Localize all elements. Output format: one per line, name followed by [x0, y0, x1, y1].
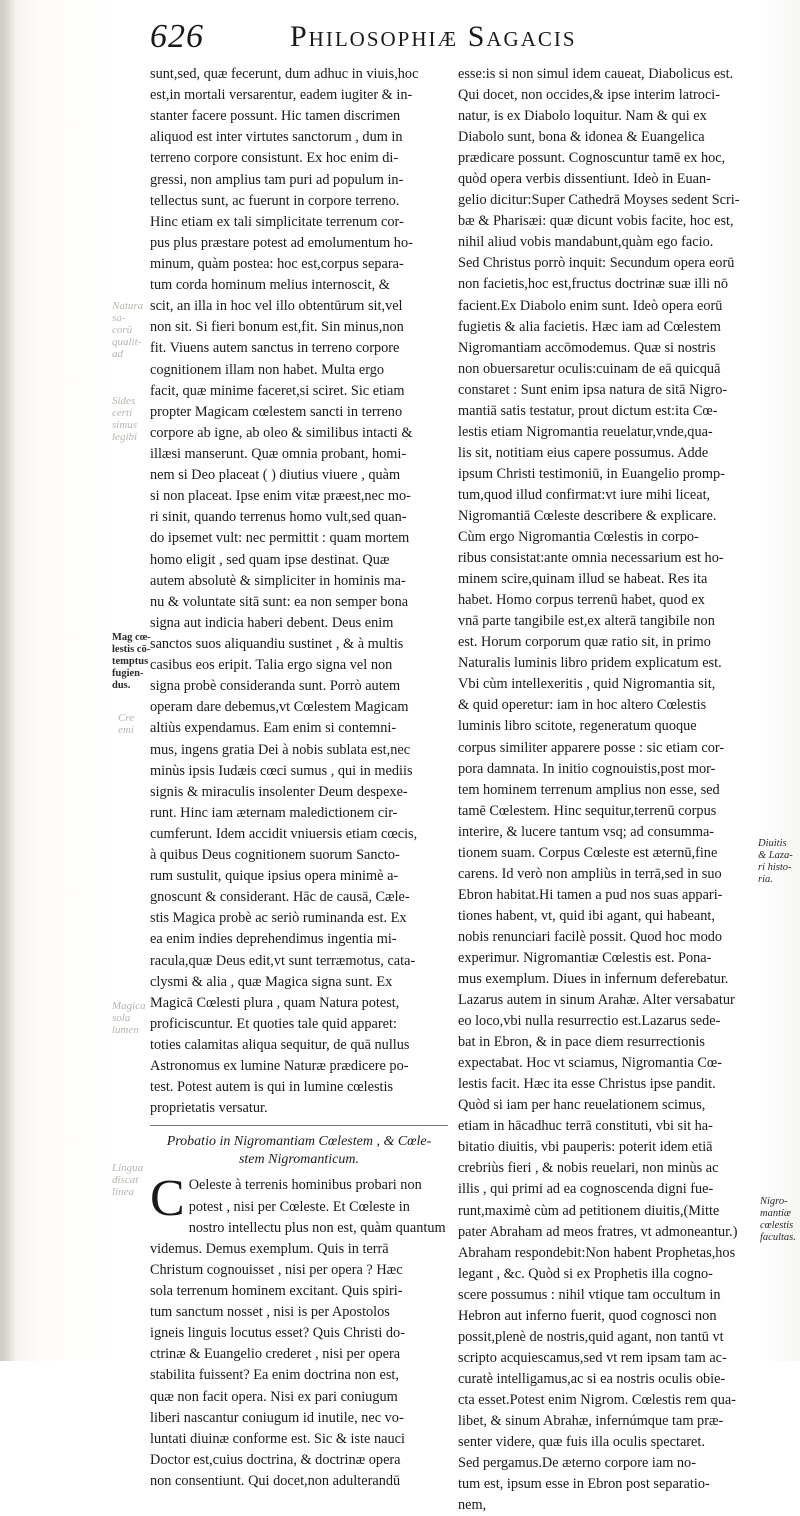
- text-line: gelio dicitur:Super Cathedrā Moyses sedent Scri-: [458, 192, 740, 209]
- text-line: nihil aliud vobis mandabunt,quàm ego facio.: [458, 234, 714, 251]
- left-column: [150, 64, 448, 1492]
- marginal-note-faded: [112, 1162, 152, 1198]
- text-line: constaret : Sunt enim ipsa natura de sitā Nigro-: [458, 381, 728, 398]
- text-line: runt. Hinc iam æternam maledictionem cir-: [150, 804, 398, 821]
- text-line: toties calamitas aliqua sequitur, de quā nullus: [150, 1037, 410, 1054]
- text-line: cognitionem illam non habet. Multa ergo: [150, 361, 384, 378]
- marginal-note-text: Lingua discat linea: [112, 1162, 144, 1198]
- text-line: tum,quod illud confirmat:vt iure mihi liceat,: [458, 486, 711, 503]
- text-line: Cùm ergo Nigromantia Cœlestis in corpo-: [458, 529, 699, 546]
- text-line: Astronomus ex lumine Naturæ prædicere po-: [150, 1058, 409, 1075]
- marginal-note-text: Sides certi simus legibi: [112, 395, 138, 443]
- right-column: [458, 64, 758, 1516]
- marginal-note-text: Cre emi: [118, 712, 135, 736]
- text-line: Sed pergamus.De æterno corpore iam no-: [458, 1455, 696, 1472]
- text-line: minùs ipsis Iudæis cœci sumus , qui in mediis: [150, 762, 413, 779]
- text-line: vnā parte tangibile est,ex alterā tangibile non: [458, 613, 715, 630]
- text-line: Nigromantiā Cœleste describere & explicare.: [458, 507, 717, 524]
- text-line: fugietis & alia facietis. Hæc iam ad Cœlestem: [458, 318, 721, 335]
- text-line: tamē Cœlestem. Hinc sequitur,terrenū corpus: [458, 802, 717, 819]
- text-line: Nigromantiam accōmodemus. Quæ si nostris: [458, 339, 716, 356]
- text-line: prædicare possunt. Cognoscuntur tamē ex hoc,: [458, 150, 726, 167]
- text-line: scere possumus : nihil vtique tam occultum in: [458, 1286, 721, 1303]
- text-line: tum sanctum nosset , nisi is per Apostolos: [150, 1304, 390, 1321]
- text-line: gnoscunt & considerant. Hāc de causā, Cæle-: [150, 889, 410, 906]
- text-line: possit,plenè de nostris,quid agant, non tantū vt: [458, 1328, 724, 1345]
- text-line: bitatio diuitis, vbi pauperis: poterit idem etiā: [458, 1139, 713, 1156]
- text-line: sanctos suos aliquandiu sustinet , & à multis: [150, 635, 404, 652]
- text-line: do ipsemet vult: nec permittit : quam mortem: [150, 530, 410, 547]
- text-line: cumferunt. Idem accidit vniuersis etiam cœcis,: [150, 825, 418, 842]
- text-line: lestis etiam Nigromantia reuelatur,vnde,qua-: [458, 423, 713, 440]
- text-line: casibus eos eripit. Talia ergo signa vel non: [150, 657, 393, 674]
- marginal-note-mag-coelestis: [112, 632, 160, 692]
- text-line: Diabolo sunt, bona & idonea & Euangelica: [458, 129, 705, 146]
- text-line: Quòd si iam per hanc reuelationem scimus,: [458, 1097, 706, 1114]
- text-line: rum sustulit, quique ipsius opera minimè a-: [150, 868, 399, 885]
- text-line: ctrinæ & Euangelio crederet , nisi per opera: [150, 1346, 401, 1363]
- text-line: eo loco,vbi nulla resurrectio est.Lazarus sede-: [458, 1013, 721, 1030]
- text-line: Doctor est,cuius doctrina, & doctrinæ opera: [150, 1451, 401, 1468]
- text-line: Hinc etiam ex tali simplicitate terrenum cor-: [150, 213, 404, 230]
- text-line: mus exemplum. Diues in infernum deferebatur.: [458, 971, 729, 988]
- paragraph: [150, 1170, 448, 1492]
- text-line: altiùs expendamus. Eam enim si contemni-: [150, 720, 397, 737]
- text-line: non obuersaretur oculis:cuinam de eā quicquā: [458, 360, 721, 377]
- text-line: carens. Id verò non ampliùs in terrā,sed in suo: [458, 865, 722, 882]
- section-divider: [150, 1125, 448, 1127]
- text-line: ipsum Christi testimoniū, in Euangelio promp-: [458, 465, 725, 482]
- text-line: tiones habent, vt, quid ibi agant, qui habeant,: [458, 907, 715, 924]
- text-line: liberi nascantur coniugum id inutile, nec vo-: [150, 1409, 404, 1426]
- text-line: expectabat. Hoc vt sciamus, Nigromantia Cœ-: [458, 1055, 723, 1072]
- text-line: homo eligit , sed quam ipse destinat. Quæ: [150, 551, 390, 568]
- text-line: gressi, non amplius tam puri ad populum in-: [150, 171, 404, 188]
- marginal-note-diuitis-lazari: [758, 838, 798, 886]
- text-line: nobis renunciari facilè possit. Quod hoc modo: [458, 928, 723, 945]
- marginal-note-text: Diuitis & Laza- ri histo- ria.: [758, 838, 793, 885]
- text-line: tionem suam. Corpus Cœleste est æternū,fine: [458, 844, 718, 861]
- text-line: ea enim indies deprehendimus ingentia mi-: [150, 931, 397, 948]
- text-line: esse:is si non simul idem caueat, Diabolicus est.: [458, 66, 734, 82]
- marginal-note-text: Natura sa- corū qualit- ad: [112, 300, 144, 360]
- text-line: scripto acquiescamus,sed vt rem ipsam tam ac-: [458, 1349, 727, 1366]
- section-title: stem Nigromanticum.: [238, 1152, 360, 1168]
- text-line: natur, is ex Diabolo loquitur. Nam & qui ex: [458, 108, 707, 125]
- text-line: curatè intelligamus,ac si ea nostris oculis obie-: [458, 1370, 726, 1387]
- marginal-note-text: Mag cœ- lestis cō- temptus fugien- dus.: [112, 632, 151, 691]
- text-line: racula,quæ Deus edit,vt sunt terræmotus, cata-: [150, 952, 416, 969]
- text-line: est,in mortali versarentur, eadem iugiter & in-: [150, 87, 413, 104]
- text-line: autem absolutè & simpliciter in hominis ma-: [150, 572, 406, 589]
- text-line: runt,maximè cùm ad petitionem diuitis,(Mitte: [458, 1202, 720, 1219]
- text-line: non sit. Si fieri bonum est,fit. Sin minus,non: [150, 319, 404, 336]
- text-line: bat in Ebron, & in pace diem resurrectionis: [458, 1034, 705, 1051]
- marginal-note-nigromantiae: [760, 1196, 800, 1244]
- text-line: Lazarus autem in sinum Arahæ. Alter versabatur: [458, 992, 735, 1009]
- text-line: scit, an illa in hoc vel illo obtentūrum sit,vel: [150, 298, 403, 315]
- text-line: test. Potest autem is qui in lumine cœlestis: [150, 1079, 394, 1096]
- text-line: experimur. Nigromantiæ Cœlestis est. Pona-: [458, 949, 712, 966]
- text-line: pater Abraham ad meos fratres, vt admoneantur.): [458, 1223, 738, 1240]
- text-line: bæ & Pharisæi: quæ dicunt vobis facite, hoc est,: [458, 213, 734, 230]
- text-line: sola terrenum hominem excitant. Quis spiri-: [150, 1283, 403, 1300]
- marginal-note-faded: [118, 712, 152, 736]
- text-line: senter videre, quæ fuis illa oculis spectaret.: [458, 1434, 705, 1451]
- text-line: clysmi & alia , quæ Magica signa sunt. Ex: [150, 973, 393, 990]
- text-line: tellectus sunt, ac fuerunt in corpore terreno.: [150, 192, 400, 209]
- text-line: stis Magica probè ac seriò ruminanda est. Ex: [150, 910, 407, 927]
- text-line: Abraham respondebit:Non habent Prophetas,hos: [458, 1244, 736, 1261]
- text-line: proficiscuntur. Et quoties tale quid apparet:: [150, 1015, 397, 1032]
- text-line: pora damnata. In initio cognouistis,post mor-: [458, 760, 716, 777]
- text-line: est. Horum corporum quæ ratio sit, in primo: [458, 634, 711, 651]
- text-line: corpore ab igne, ab oleo & similibus intacti &: [150, 424, 413, 441]
- text-line: tem hominem terrenum amplius non esse, sed: [458, 781, 720, 798]
- text-line: nem,: [458, 1497, 487, 1514]
- text-line: libet, & sinum Abrahæ, infernúmque tam præ-: [458, 1413, 724, 1429]
- text-line: corpus similiter apparere posse : sic etiam cor-: [458, 739, 725, 756]
- marginal-note-faded: [112, 395, 152, 443]
- text-line: illis , qui primi ad ea cognoscenda digni fue-: [458, 1181, 714, 1198]
- text-line: stabilita fuissent? Ea enim doctrina non est,: [150, 1367, 399, 1384]
- text-line: ribus consistat:ante omnia necessarium est ho-: [458, 550, 724, 567]
- text-line: Sed Christus porrò inquit: Secundum opera eorū: [458, 255, 735, 272]
- text-line: Oeleste à terrenis hominibus probari non: [188, 1177, 422, 1194]
- text-line: mantiā satis testatur, prout dictum est:ita Cœ-: [458, 402, 718, 419]
- text-line: signa aut indicia haberi debent. Deus enim: [150, 614, 394, 631]
- text-line: sunt,sed, quæ fecerunt, dum adhuc in viuis,hoc: [150, 66, 419, 82]
- text-line: luminis libro scitote, regeneratum quoque: [458, 718, 697, 735]
- text-line: luntati diuinæ conforme est. Sic & iste nauci: [150, 1430, 405, 1447]
- text-line: crebriùs fieri , & nobis reuelari, non minùs ac: [458, 1160, 719, 1177]
- text-line: Ebron habitat.Hi tamen a pud nos suas appari-: [458, 886, 723, 903]
- text-line: tum corda hominum melius internoscit, &: [150, 277, 390, 294]
- text-line: nostro intellectu plus non est, quàm quantum: [188, 1219, 446, 1236]
- text-line: nu & voluntate sitā sunt: ea non semper bona: [150, 593, 409, 610]
- text-line: à quibus Deus cognitionem suorum Sancto-: [150, 847, 400, 864]
- text-line: & quid operetur: iam in hoc altero Cœlestis: [458, 697, 707, 714]
- text-line: si non placeat. Ipse enim vitæ præest,nec mo-: [150, 488, 411, 505]
- text-line: quæ non facit opera. Nisi ex pari coniugum: [150, 1388, 398, 1405]
- text-line: minum, quàm postea: hoc est,corpus separa-: [150, 255, 404, 272]
- page-number: 626: [150, 18, 204, 55]
- text-line: quòd opera verbis dissentiunt. Ideò in Euan-: [458, 171, 711, 188]
- text-line: Naturalis luminis libro pridem explicatum est.: [458, 655, 722, 672]
- text-line: illæsi manserunt. Quæ omnia probant, homi-: [150, 445, 407, 462]
- gutter-shadow: [0, 0, 16, 1361]
- text-line: proprietatis versatur.: [150, 1100, 268, 1117]
- text-line: Hebron aut inferno fuerit, quod cognosci non: [458, 1307, 717, 1324]
- text-line: legant , &c. Quòd si ex Prophetis illa cogno-: [458, 1265, 713, 1282]
- text-line: interire, & lucere tantum vsq; ad consumma-: [458, 823, 715, 840]
- text-line: terreno corpore consistunt. Ex hoc enim di-: [150, 150, 399, 167]
- text-line: habet. Homo corpus terrenū habet, quod ex: [458, 592, 705, 609]
- section-title: Probatio in Nigromantiam Cœlestem , & Cœle-: [166, 1134, 432, 1150]
- text-line: signa probè consideranda sunt. Porrò autem: [150, 678, 401, 695]
- text-line: operam dare debemus,vt Cœlestem Magicam: [150, 699, 409, 716]
- text-line: stanter facere possunt. Hic tamen discrimen: [150, 108, 401, 125]
- running-head: Philosophiæ Sagacis: [290, 20, 577, 53]
- text-line: tum est, ipsum esse in Ebron post separatio-: [458, 1476, 710, 1493]
- text-line: Qui docet, non occides,& ipse interim latroci-: [458, 87, 721, 104]
- text-line: Christum cognouisset , nisi per opera ? Hæc: [150, 1261, 403, 1278]
- text-line: pus plus præstare potest ad emolumentum ho-: [150, 234, 413, 251]
- page-header: [150, 18, 770, 68]
- marginal-note-text: Magica sola lumen: [112, 1000, 146, 1036]
- text-line: facient.Ex Diabolo enim sunt. Ideò opera eorū: [458, 297, 723, 314]
- text-line: lis sit, notitiam eius capere possumus. Adde: [458, 444, 709, 461]
- marginal-note-text: Nigro- mantiæ cœlestis facultas.: [760, 1196, 796, 1243]
- text-line: fit. Viuens autem sanctus in terreno corpore: [150, 340, 400, 357]
- text-line: potest , nisi per Cœleste. Et Cœleste in: [188, 1198, 410, 1215]
- text-line: non consentiunt. Qui docet,non adulterandū: [150, 1473, 401, 1489]
- text-line: Magicā Cœlesti plura , quam Natura potest,: [150, 994, 400, 1011]
- marginal-note-faded: [112, 1000, 152, 1036]
- text-line: minem scire,quinam illud se habeat. Res ita: [458, 571, 708, 588]
- text-line: facit, quæ minime faceret,si sciret. Sic etiam: [150, 382, 405, 399]
- text-line: Vbi cùm intellexeritis , quid Nigromantia sit,: [458, 676, 716, 693]
- text-line: videmus. Demus exemplum. Quis in terrā: [150, 1240, 389, 1257]
- text-line: mus, ingens gratia Dei à nobis sublata est,nec: [150, 741, 411, 758]
- text-line: signis & miraculis insolenter Deum despexe-: [150, 783, 408, 800]
- text-line: cta esset.Potest enim Nigrom. Cœlestis rem qua-: [458, 1391, 736, 1408]
- text-line: ri sinit, quando terrenus homo vult,sed quan-: [150, 509, 407, 526]
- text-line: non facietis,hoc est,fructus doctrinæ suæ illi nō: [458, 276, 729, 293]
- text-line: nem si Deo placeat ( ) diutius viuere , quàm: [150, 467, 401, 484]
- text-line: aliquod est inter virtutes sanctorum , dum in: [150, 129, 403, 146]
- text-line: etiam in hācadhuc terrā constituti, vbi sit ha-: [458, 1118, 713, 1135]
- marginal-note-faded: [112, 300, 152, 360]
- text-line: igneis linguis locutus esset? Quis Christi do-: [150, 1325, 405, 1342]
- text-line: propter Magicam cœlestem sancti in terreno: [150, 403, 403, 420]
- text-line: lestis facit. Hæc ita esse Christus ipse pandit.: [458, 1076, 716, 1093]
- drop-cap-initial: C: [150, 1170, 185, 1228]
